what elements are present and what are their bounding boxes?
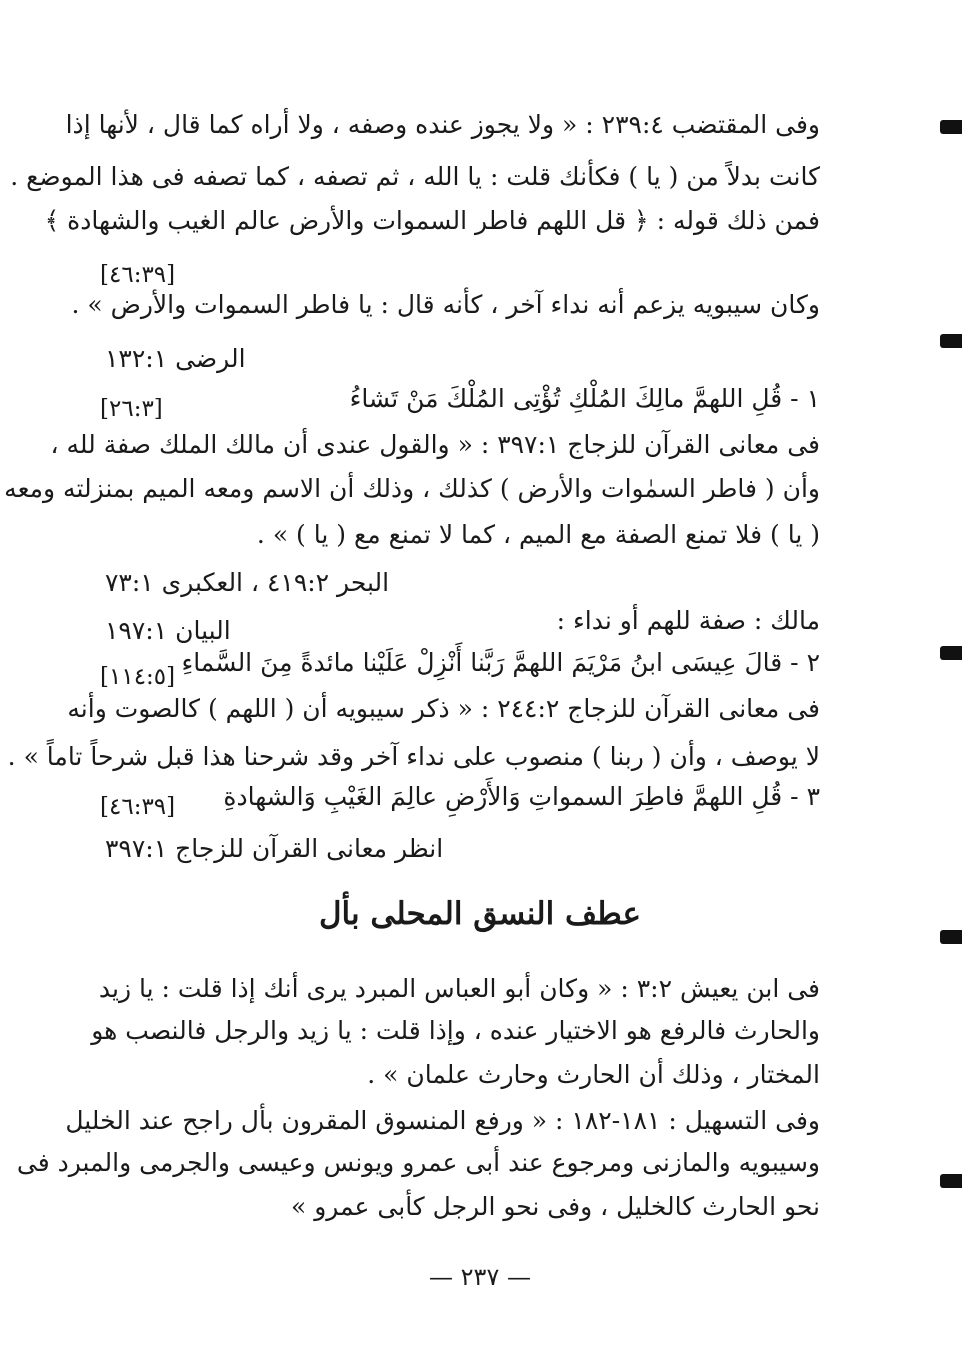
text-line: لا يوصف ، وأن ( ربنا ) منصوب على نداء آخر وقد شرحنا هذا قبل شرحاً تاماً » . <box>7 742 820 771</box>
reference: انظر معانى القرآن للزجاج ٣٩٧:١ <box>105 834 444 863</box>
text-line: وفى المقتضب ٢٣٩:٤ : « ولا يجوز عنده وصفه ، ولا أراه كما قال ، لأنها إذا <box>65 110 820 139</box>
text-line: كانت بدلاً من ( يا ) فكأنك قلت : يا الله ، ثم تصفه ، كما تصفه فى هذا الموضع . <box>10 162 820 191</box>
text-line: نحو الحارث كالخليل ، وفى نحو الرجل كأبى عمرو » <box>290 1192 820 1221</box>
text-line: مالك : صفة للهم أو نداء : <box>556 606 820 635</box>
scan-edge-mark <box>940 334 962 348</box>
scan-edge-mark <box>940 930 962 944</box>
text-line: فى ابن يعيش ٣:٢ : « وكان أبو العباس المبرد يرى أنك إذا قلت : يا زيد <box>98 974 820 1003</box>
text-line: فى معانى القرآن للزجاج ٢٤٤:٢ : « ذكر سيبويه أن ( اللهم ) كالصوت وأنه <box>67 694 820 723</box>
verse-line: ١ - قُلِ اللهمَّ مالِكَ المُلْكِ تُؤْتِى المُلْكَ مَنْ تَشاءُ <box>349 384 820 413</box>
text-line: وكان سيبويه يزعم أنه نداء آخر ، كأنه قال : يا فاطر السموات والأرض » . <box>71 290 820 319</box>
text-line: وفى التسهيل : ١٨١-١٨٢ : « ورفع المنسوق المقرون بأل راجح عند الخليل <box>65 1106 820 1135</box>
scan-edge-mark <box>940 646 962 660</box>
reference: الرضى ١٣٢:١ <box>105 344 246 373</box>
text-line: ( يا ) فلا تمنع الصفة مع الميم ، كما لا تمنع مع ( يا ) » . <box>256 520 820 549</box>
scan-edge-mark <box>940 1174 962 1188</box>
page-number: — ٢٣٧ — <box>429 1263 531 1291</box>
text-line: وسيبويه والمازنى ومرجوع عند أبى عمرو ويونس وعيسى والجرمى والمبرد فى <box>16 1148 820 1177</box>
text-line: فمن ذلك قوله : ﴿ قل اللهم فاطر السموات والأرض عالم الغيب والشهادة ﴾ <box>44 206 820 235</box>
text-line: والحارث فالرفع هو الاختيار عنده ، وإذا قلت : يا زيد والرجل فالنصب هو <box>91 1016 820 1045</box>
scan-edge-mark <box>940 120 962 134</box>
verse-line: ٣ - قُلِ اللهمَّ فاطِرَ السمواتِ وَالأَرْضِ عالِمَ الغَيْبِ وَالشهادةِ <box>223 782 820 811</box>
text-line: فى معانى القرآن للزجاج ٣٩٧:١ : « والقول عندى أن مالك الملك صفة لله ، <box>50 430 820 459</box>
citation: [٤٦:٣٩] <box>100 794 176 820</box>
citation: [٤٦:٣٩] <box>100 262 176 288</box>
section-heading: عطف النسق المحلى بأل <box>318 896 641 932</box>
reference: البحر ٤١٩:٢ ، العكبرى ٧٣:١ <box>105 568 390 597</box>
verse-line: ٢ - قالَ عِيسَى ابنُ مَرْيَمَ اللهمَّ رَبَّنا أَنْزِلْ عَلَيْنا مائدةً مِنَ السَّماءِ <box>181 648 820 677</box>
text-line: وأن ( فاطر السمٰوات والأرض ) كذلك ، وذلك أن الاسم ومعه الميم بمنزلته ومعه <box>4 474 820 503</box>
reference: البيان ١٩٧:١ <box>105 616 231 645</box>
citation: [٢٦:٣] <box>100 396 163 422</box>
text-line: المختار ، وذلك أن الحارث وحارث علمان » . <box>367 1060 820 1089</box>
citation: [١١٤:٥] <box>100 664 176 690</box>
